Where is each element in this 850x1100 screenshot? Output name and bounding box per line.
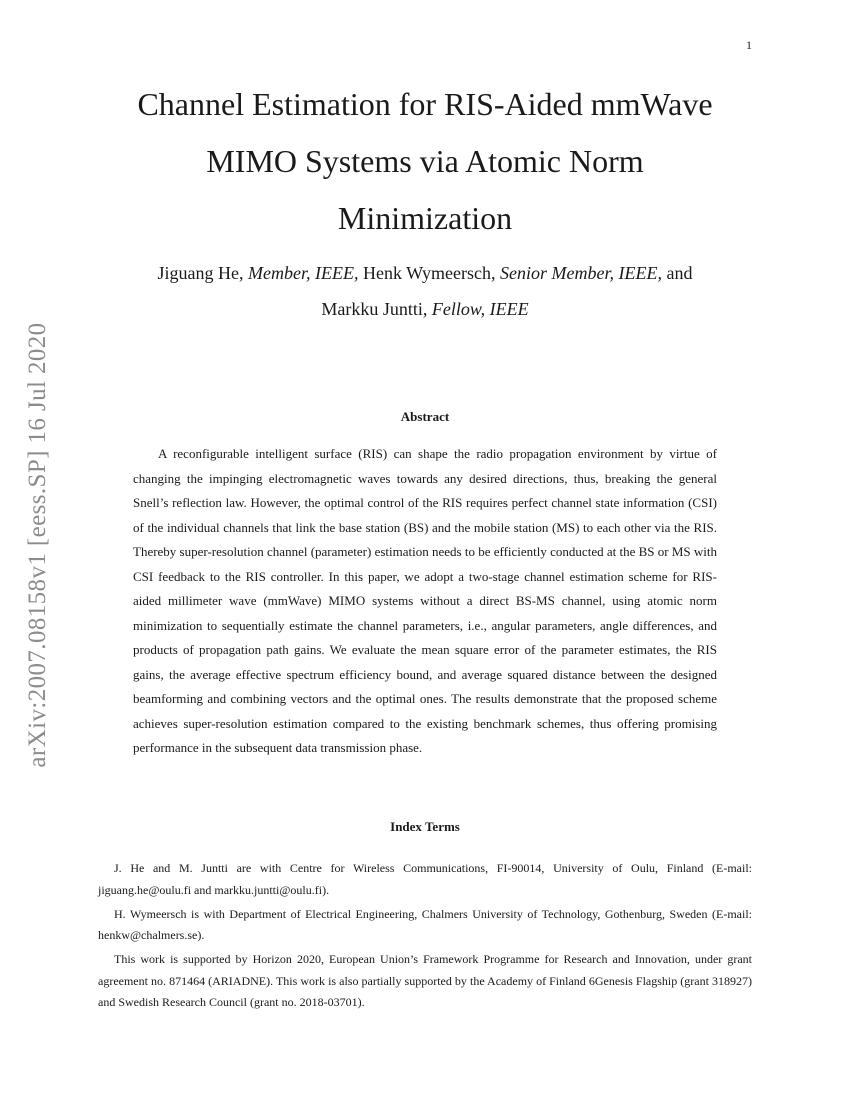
footnote: J. He and M. Juntti are with Centre for Wireless Communications, FI-90014, University of Oulu, Finland (E-mail: jiguang.he@oulu.fi and markku.juntti@oulu.fi). bbox=[98, 861, 752, 897]
footnotes bbox=[98, 858, 752, 1016]
author-list bbox=[100, 255, 750, 327]
arxiv-stamp: arXiv:2007.08158v1 [eess.SP] 16 Jul 2020 bbox=[24, 322, 51, 768]
title-line: Channel Estimation for RIS-Aided mmWave bbox=[137, 86, 713, 122]
author-conjunction: and bbox=[661, 263, 693, 283]
paper-title bbox=[100, 76, 750, 247]
author-line bbox=[100, 291, 750, 327]
index-terms-heading: Index Terms bbox=[390, 819, 460, 834]
title-line: Minimization bbox=[337, 200, 513, 236]
author-affiliation: Member, IEEE, bbox=[248, 263, 359, 283]
footnote: This work is supported by Horizon 2020, European Union’s Framework Programme for Research and Innovation, under grant agreement no. 871464 (ARIADNE). This work is also partially supported by the Academy of Finland 6Genesis Flagship (grant 318927) and Swedish Research Council (grant no. 2018-03701). bbox=[98, 952, 752, 1009]
abstract-heading: Abstract bbox=[400, 409, 450, 424]
abstract-body: A reconfigurable intelligent surface (RIS) can shape the radio propagation environment by virtue of changing the impinging electromagnetic waves towards any desired directions, thus, breaking the general Snell’s reflection law. However, the optimal control of the RIS requires perfect channel state information (CSI) of the individual channels that link the base station (BS) and the mobile station (MS) to each other via the RIS. Thereby super-resolution channel (parameter) estimation needs to be efficiently conducted at the BS or MS with CSI feedback to the RIS controller. In this paper, we adopt a two-stage channel estimation scheme for RIS-aided millimeter wave (mmWave) MIMO systems without a direct BS-MS channel, using atomic norm minimization to sequentially estimate the channel parameters, i.e., angular parameters, angle differences, and products of propagation path gains. We evaluate the mean square error of the parameter estimates, the RIS gains, the average effective spectrum efficiency bound, and average squared distance between the designed beamforming and combining vectors and the optimal ones. The results demonstrate that the proposed scheme achieves super-resolution estimation compared to the existing benchmark schemes, thus offering promising performance in the subsequent data transmission phase. bbox=[133, 446, 717, 755]
author-name: Henk Wymeersch, bbox=[358, 263, 501, 283]
author-line bbox=[100, 255, 750, 291]
footnote: H. Wymeersch is with Department of Electrical Engineering, Chalmers University of Technology, Gothenburg, Sweden (E-mail: henkw@chalmers.se). bbox=[98, 906, 752, 942]
page-number: 1 bbox=[746, 38, 752, 52]
author-name: Markku Juntti, bbox=[321, 299, 432, 319]
author-name: Jiguang He, bbox=[157, 263, 248, 283]
author-affiliation: Fellow, IEEE bbox=[431, 299, 529, 319]
title-line: MIMO Systems via Atomic Norm bbox=[206, 143, 644, 179]
author-affiliation: Senior Member, IEEE, bbox=[500, 263, 662, 283]
